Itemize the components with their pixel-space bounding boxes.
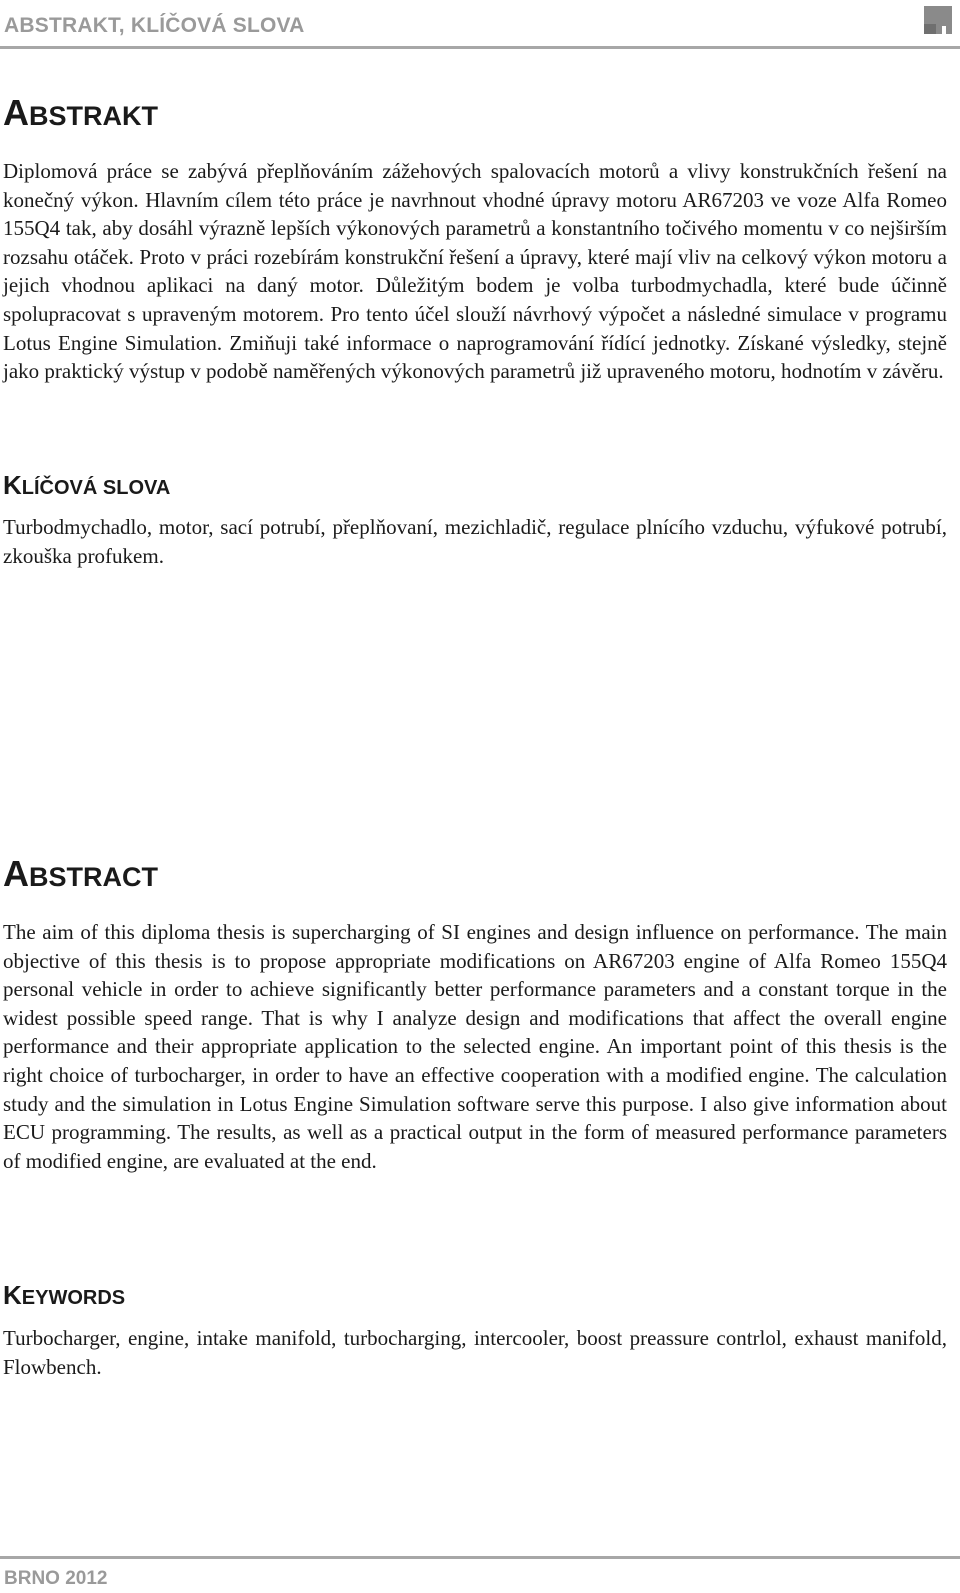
heading-abstrakt: ABSTRAKT <box>3 92 158 133</box>
abstrakt-paragraph: Diplomová práce se zabývá přeplňováním zážehových spalovacích motorů a vlivy konstrukčních řešení na konečný výkon. Hlavním cílem této práce je navrhnout vhodné úpravy motoru AR67203 ve voze Alfa Romeo 155Q4 tak, aby dosáhl výrazně lepších výkonových parametrů a konstantního točivého momentu v co nejširším rozsahu otáček. Proto v práci rozebírám konstrukční řešení a úpravy, které mají vliv na celkový výkon motoru a jejich vhodnou aplikaci na daný motor. Důležitým bodem je volba turbodmychadla, které bude účinně spolupracovat s upraveným motorem. Pro tento účel slouží návrhový výpočet a následné simulace v programu Lotus Engine Simulation. Zmiňuji také informace o naprogramování řídící jednotky. Získané výsledky, stejně jako praktický výstup v podobě naměřených výkonových parametrů již upraveného motoru, hodnotím v závěru. <box>3 159 947 384</box>
page-footer: BRNO 2012 <box>4 1568 108 1589</box>
university-logo-icon <box>922 4 954 36</box>
running-header: ABSTRAKT, KLÍČOVÁ SLOVA <box>4 14 305 37</box>
heading-abstract: ABSTRACT <box>3 853 158 894</box>
keywords-paragraph: Turbocharger, engine, intake manifold, turbocharging, intercooler, boost preassure contrlol, exhaust manifold, Flowbench. <box>3 1326 947 1379</box>
heading-keywords: KEYWORDS <box>3 1280 126 1310</box>
footer-rule <box>0 1556 960 1559</box>
klicova-slova-paragraph: Turbodmychadlo, motor, sací potrubí, přeplňovaní, mezichladič, regulace plnícího vzduchu, výfukové potrubí, zkouška profukem. <box>3 515 947 568</box>
abstract-paragraph: The aim of this diploma thesis is supercharging of SI engines and design influence on performance. The main objective of this thesis is to propose appropriate modifications on AR67203 engine of Alfa Romeo 155Q4 personal vehicle in order to achieve significantly better performance parameters and a constant torque in the widest possible speed range. That is why I analyze design and modifications that affect the overall engine performance and their appropriate application to the selected engine. An important point of this thesis is the right choice of turbocharger, in order to have an effective cooperation with a modified engine. The calculation study and the simulation in Lotus Engine Simulation software serve this purpose. I also give information about ECU programming. The results, as well as a practical output in the form of measured performance parameters of modified engine, are evaluated at the end. <box>3 920 947 1173</box>
heading-klicova-slova: KLÍČOVÁ SLOVA <box>3 470 171 500</box>
header-rule <box>0 46 960 49</box>
